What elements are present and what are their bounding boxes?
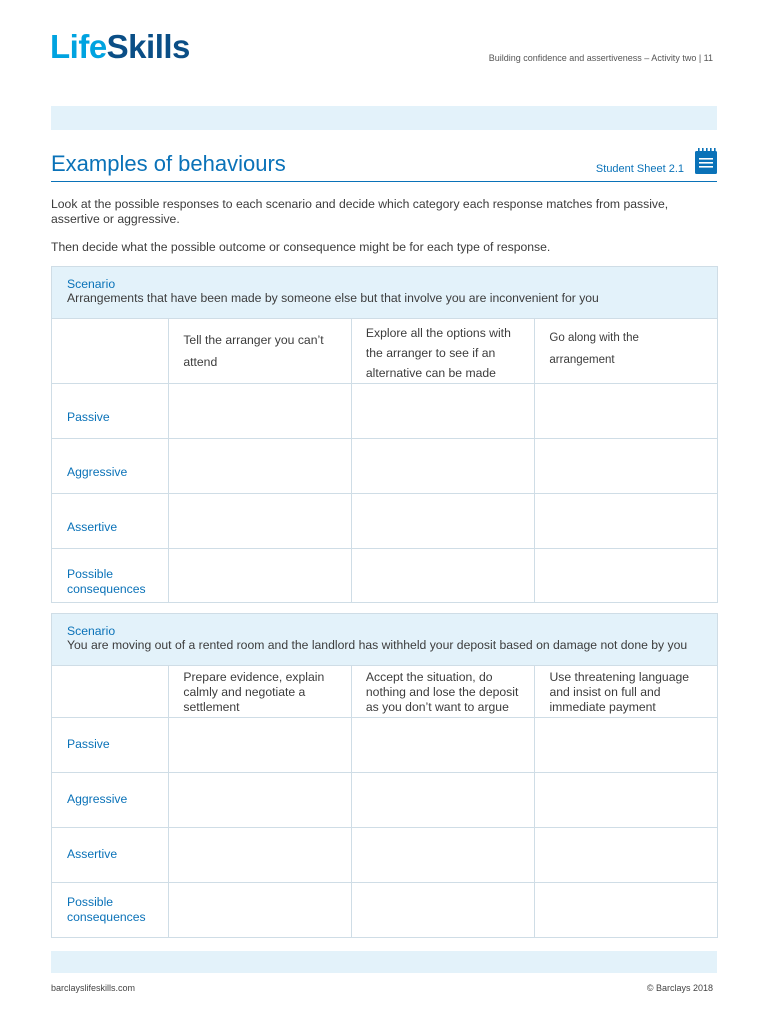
logo-life: Life bbox=[50, 28, 107, 65]
scenario-text: You are moving out of a rented room and the landlord has withheld your deposit based on damage not done by you bbox=[67, 638, 688, 652]
row-label: Assertive bbox=[52, 494, 169, 549]
answer-cell bbox=[351, 828, 535, 883]
scenario-header bbox=[52, 267, 718, 319]
answer-cell bbox=[351, 883, 535, 938]
answer-cell bbox=[169, 828, 352, 883]
title-rule bbox=[51, 181, 717, 182]
bottom-band bbox=[51, 951, 717, 973]
row-label: Passive bbox=[52, 718, 169, 773]
option-cell: Accept the situation, do nothing and lose the deposit as you don’t want to argue bbox=[351, 666, 535, 718]
footer-website[interactable]: barclayslifeskills.com bbox=[51, 983, 136, 993]
scenario-label: Scenario bbox=[67, 277, 116, 291]
answer-cell bbox=[351, 384, 535, 439]
answer-cell bbox=[535, 773, 718, 828]
answer-cell bbox=[535, 828, 718, 883]
option-cell: Prepare evidence, explain calmly and negotiate a settlement bbox=[169, 666, 352, 718]
answer-cell bbox=[351, 494, 535, 549]
student-sheet-label: Student Sheet 2.1 bbox=[595, 163, 684, 175]
scenario-header bbox=[52, 614, 718, 666]
answer-cell bbox=[351, 718, 535, 773]
option-cell: Explore all the options with the arranger to see if an alternative can be made bbox=[351, 319, 535, 384]
answer-cell bbox=[169, 883, 352, 938]
row-label: Possible consequences bbox=[52, 883, 169, 938]
logo-skills: Skills bbox=[106, 28, 190, 65]
answer-cell bbox=[169, 773, 352, 828]
row-label: Aggressive bbox=[52, 773, 169, 828]
lifeskills-logo bbox=[50, 30, 190, 63]
answer-cell bbox=[535, 439, 718, 494]
answer-cell bbox=[535, 494, 718, 549]
page-title: Examples of behaviours bbox=[51, 151, 286, 176]
answer-cell bbox=[169, 549, 352, 603]
answer-cell bbox=[535, 549, 718, 603]
scenario-table-2 bbox=[51, 613, 718, 938]
answer-cell bbox=[535, 718, 718, 773]
answer-cell bbox=[169, 494, 352, 549]
intro-paragraph-1: Look at the possible responses to each scenario and decide which category each response matches from passive, assertive or aggressive. bbox=[51, 197, 669, 226]
answer-cell bbox=[351, 773, 535, 828]
intro-paragraph-2: Then decide what the possible outcome or consequence might be for each type of response. bbox=[51, 240, 551, 254]
scenario-text: Arrangements that have been made by someone else but that involve you are inconvenient for you bbox=[67, 291, 599, 305]
empty-corner-cell bbox=[52, 319, 169, 384]
row-label: Passive bbox=[52, 384, 169, 439]
answer-cell bbox=[169, 718, 352, 773]
empty-corner-cell bbox=[52, 666, 169, 718]
top-band bbox=[51, 106, 717, 130]
header-meta: Building confidence and assertiveness – Activity two | 11 bbox=[488, 53, 713, 63]
option-cell: Use threatening language and insist on full and immediate payment bbox=[535, 666, 718, 718]
row-label: Assertive bbox=[52, 828, 169, 883]
answer-cell bbox=[169, 384, 352, 439]
option-cell: Go along with the arrangement bbox=[535, 319, 718, 384]
row-label: Aggressive bbox=[52, 439, 169, 494]
answer-cell bbox=[535, 384, 718, 439]
row-label: Possible consequences bbox=[52, 549, 169, 603]
option-cell: Tell the arranger you can’t attend bbox=[169, 319, 352, 384]
notepad-icon bbox=[695, 148, 717, 174]
answer-cell bbox=[535, 883, 718, 938]
scenario-label: Scenario bbox=[67, 624, 116, 638]
scenario-table-1 bbox=[51, 266, 718, 603]
answer-cell bbox=[351, 439, 535, 494]
footer-copyright: © Barclays 2018 bbox=[646, 983, 713, 993]
answer-cell bbox=[169, 439, 352, 494]
answer-cell bbox=[351, 549, 535, 603]
